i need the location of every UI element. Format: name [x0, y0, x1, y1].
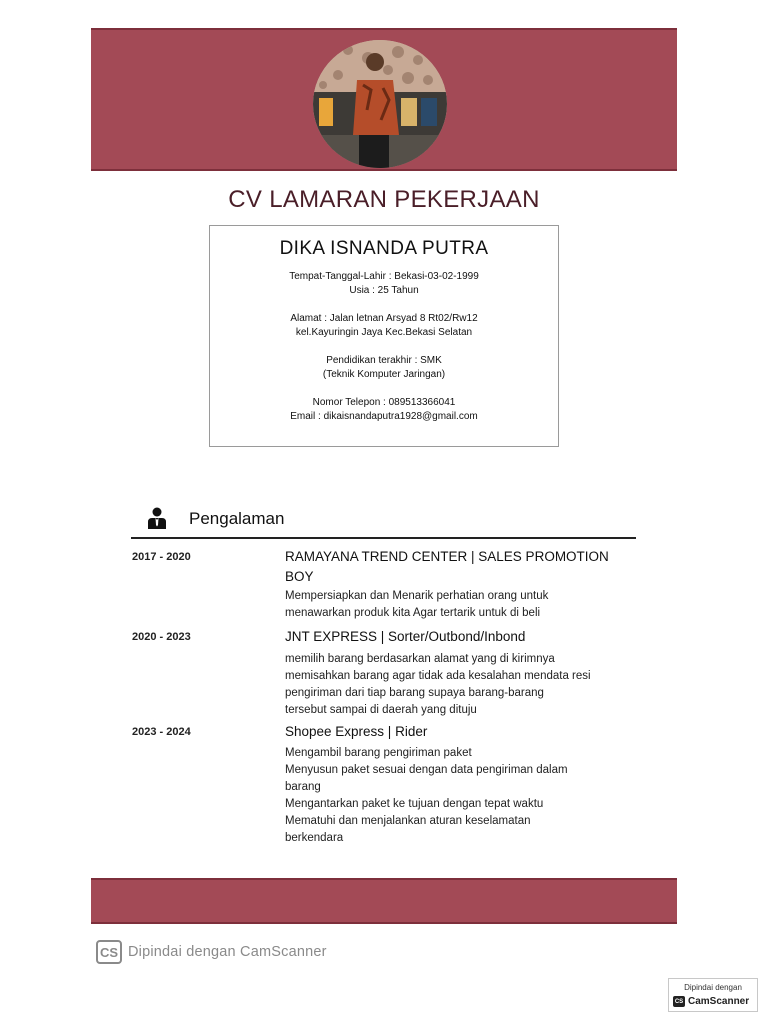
footer-band: [91, 878, 677, 924]
profile-photo: [313, 40, 447, 168]
address-line-1: Alamat : Jalan letnan Arsyad 8 Rt02/Rw12: [290, 313, 478, 324]
badge-brand: CamScanner: [688, 996, 750, 1007]
applicant-name: DIKA ISNANDA PUTRA: [279, 238, 489, 259]
email-info: Email : dikaisnandaputra1928@gmail.com: [290, 411, 478, 422]
personal-info-box: [209, 225, 559, 447]
experience-years: 2020 - 2023: [132, 631, 191, 643]
address-line-2: kel.Kayuringin Jaya Kec.Bekasi Selatan: [295, 327, 473, 338]
birth-info: Tempat-Tanggal-Lahir : Bekasi-03-02-1999: [289, 271, 479, 282]
experience-section-header: [131, 507, 636, 539]
description-line: Mengambil barang pengiriman paket: [285, 747, 472, 759]
person-suit-icon: [147, 507, 167, 529]
description-line: Mematuhi dan menjalankan aturan keselamatan: [285, 815, 531, 827]
experience-years: 2023 - 2024: [132, 726, 191, 738]
badge-brand-row: [673, 996, 749, 1007]
description-line: memisahkan barang agar tidak ada kesalahan mendata resi: [285, 670, 591, 682]
education-line-2: (Teknik Komputer Jaringan): [322, 369, 446, 380]
camscanner-mini-logo-icon: CS: [673, 996, 685, 1007]
experience-title: JNT EXPRESS | Sorter/Outbond/Inbond: [285, 629, 526, 644]
camscanner-badge: [668, 978, 758, 1012]
description-line: tersebut sampai di daerah yang dituju: [285, 704, 477, 716]
experience-heading: Pengalaman: [189, 509, 285, 528]
camscanner-watermark: [96, 938, 327, 966]
profile-photo-image: [313, 40, 447, 168]
experience-title: Shopee Express | Rider: [285, 724, 428, 739]
description-line: menawarkan produk kita Agar tertarik untuk di beli: [285, 607, 541, 619]
experience-description: [285, 588, 630, 622]
camscanner-text: Dipindai dengan CamScanner: [128, 944, 327, 960]
experience-description: [285, 745, 630, 847]
age-info: Usia : 25 Tahun: [349, 285, 419, 296]
camscanner-logo-icon: CS: [96, 940, 122, 964]
badge-caption: Dipindai dengan: [684, 983, 742, 992]
education-line-1: Pendidikan terakhir : SMK: [326, 355, 442, 366]
experience-title: RAMAYANA TREND CENTER | SALES PROMOTION BOY: [285, 549, 609, 584]
page-title: CV LAMARAN PEKERJAAN: [228, 186, 540, 213]
description-line: memilih barang berdasarkan alamat yang di kirimnya: [285, 653, 555, 665]
description-line: pengiriman dari tiap barang supaya barang-barang: [285, 687, 544, 699]
experience-years: 2017 - 2020: [132, 551, 191, 563]
description-line: Mengantarkan paket ke tujuan dengan tepat waktu: [285, 798, 544, 810]
description-line: Mempersiapkan dan Menarik perhatian orang untuk: [285, 590, 549, 602]
phone-info: Nomor Telepon : 089513366041: [312, 397, 456, 408]
description-line: berkendara: [285, 832, 344, 844]
description-line: Menyusun paket sesuai dengan data pengiriman dalam: [285, 764, 568, 776]
description-line: barang: [285, 781, 321, 793]
experience-description: [285, 651, 630, 719]
